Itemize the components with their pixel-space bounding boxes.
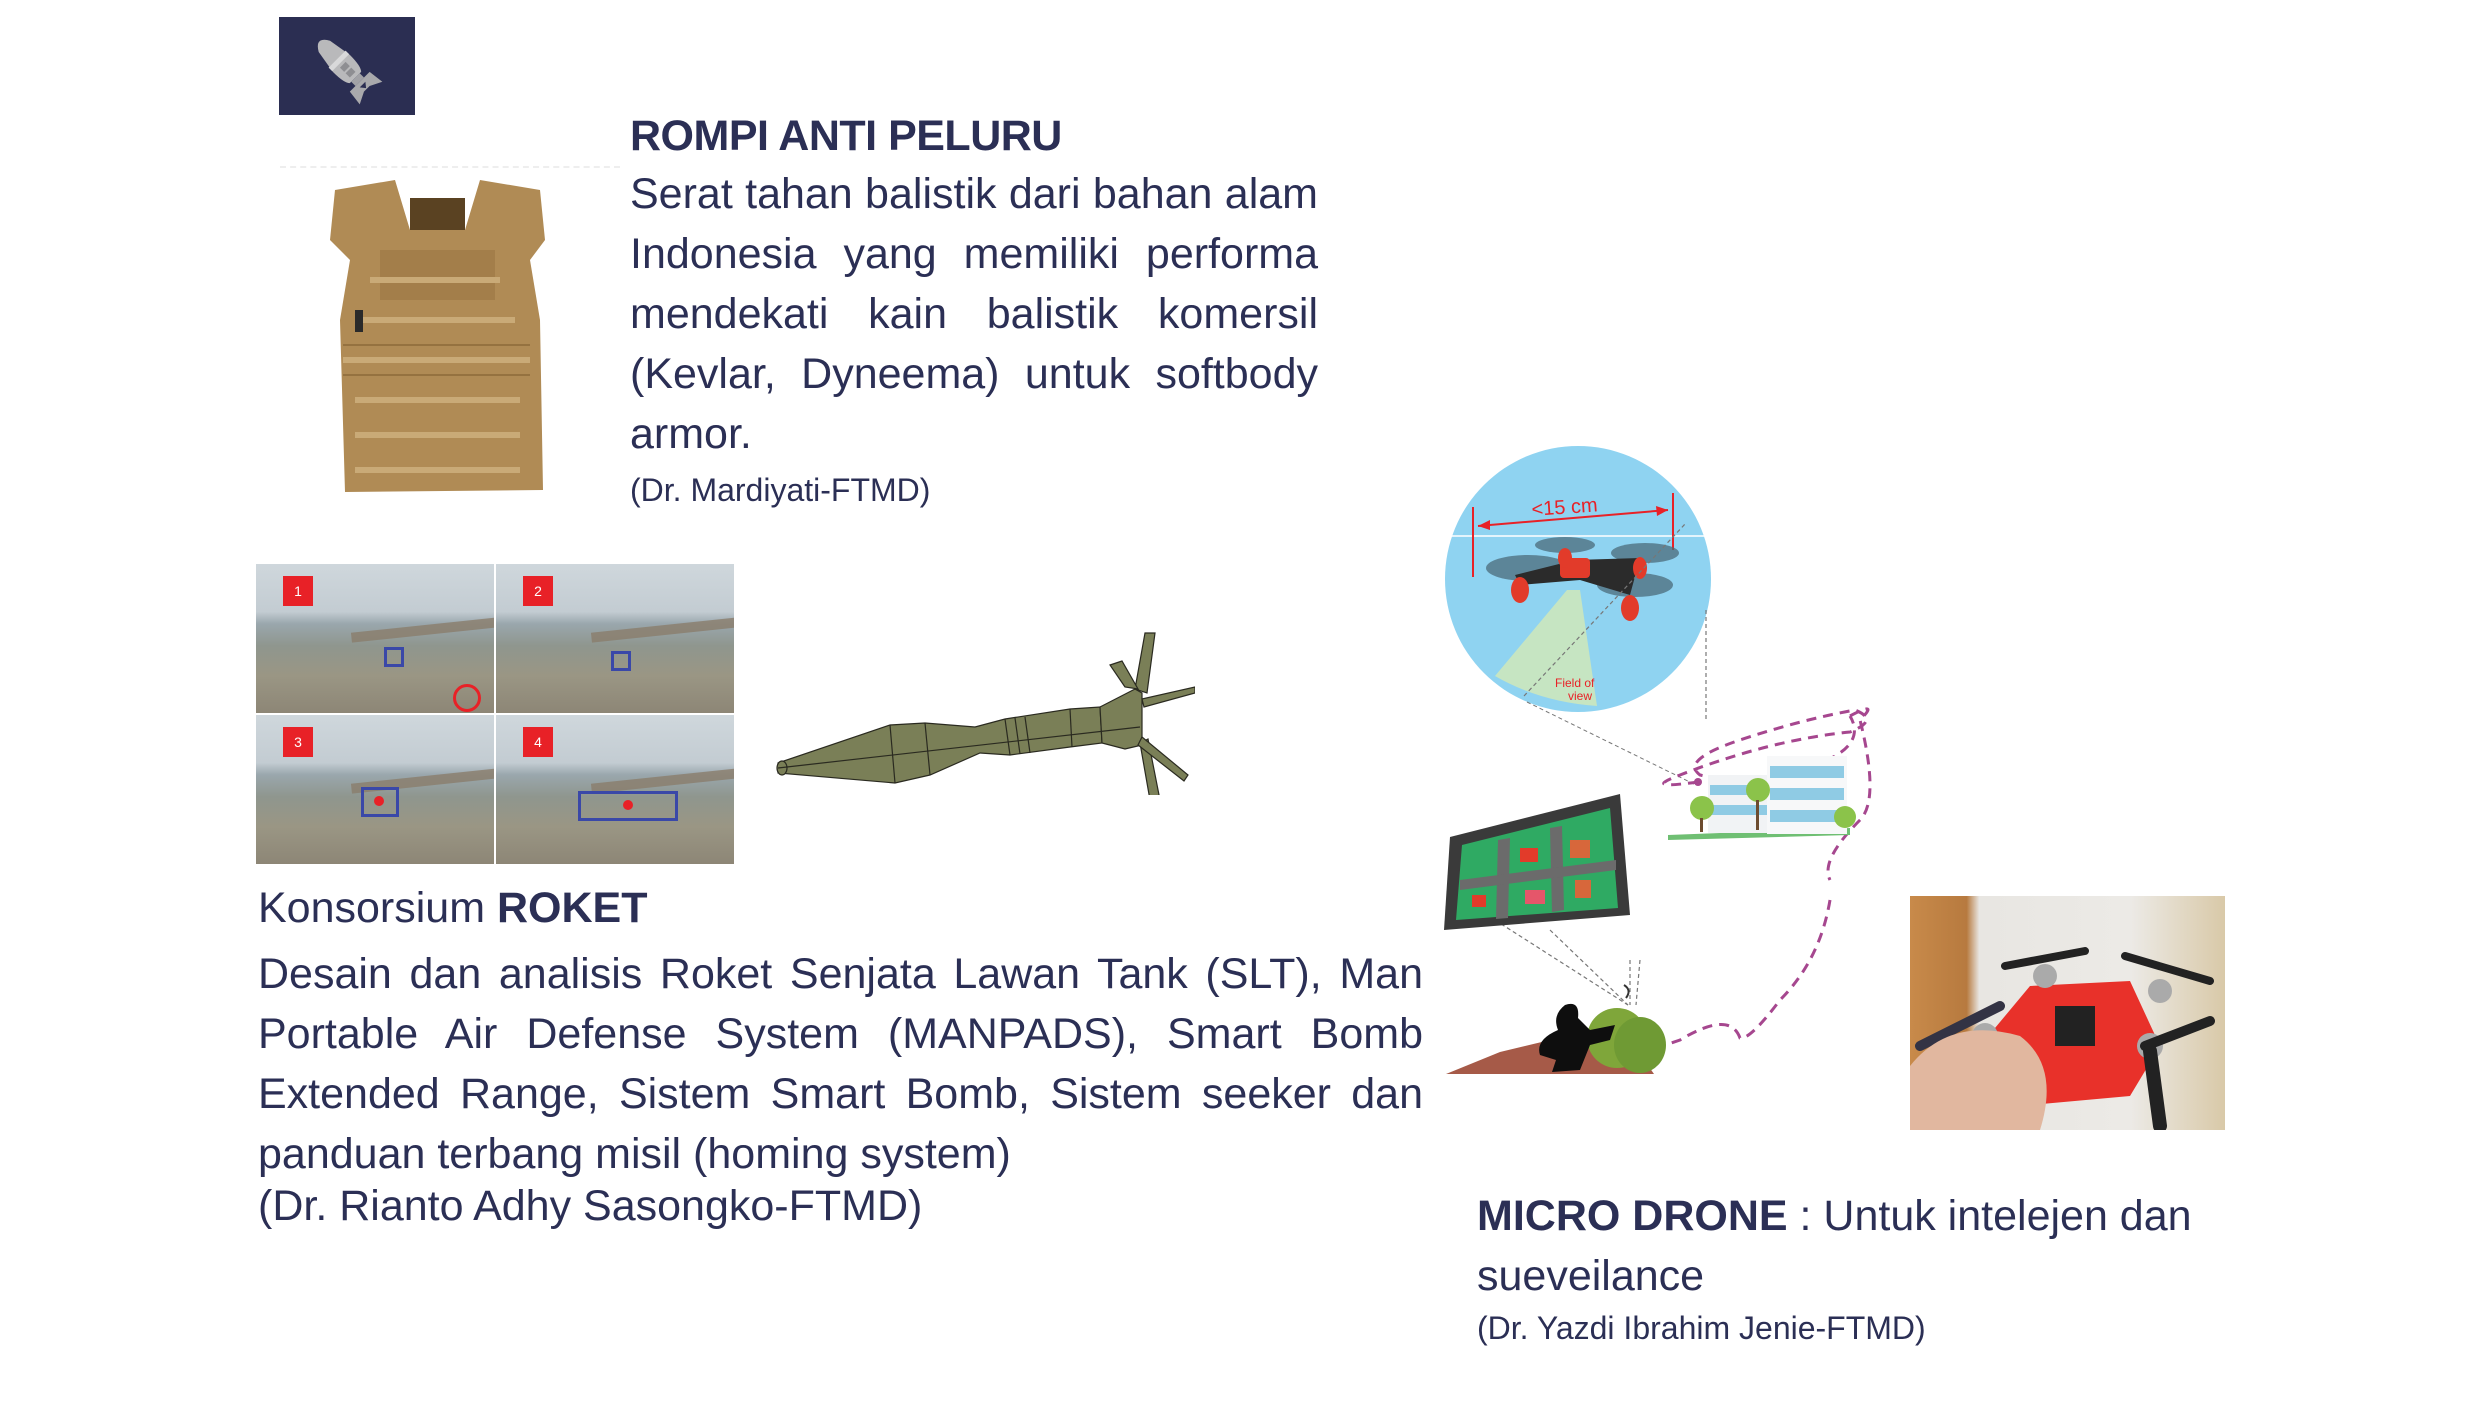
shoreline [351, 615, 494, 642]
rocket-image [770, 615, 1195, 795]
vest-citation: (Dr. Mardiyati-FTMD) [630, 472, 931, 508]
vest-title: ROMPI ANTI PELURU [630, 112, 1062, 160]
micro-drone-title: MICRO DRONE [1477, 1192, 1788, 1240]
tracking-frame-1 [256, 564, 494, 713]
svg-text:<15 cm: <15 cm [1530, 494, 1599, 521]
tracking-image-grid [256, 564, 734, 864]
micro-drone-heading [1477, 1192, 2192, 1241]
drone-surveillance-diagram [1440, 440, 1920, 1090]
micro-drone-citation: (Dr. Yazdi Ibrahim Jenie-FTMD) [1477, 1310, 1926, 1346]
svg-text:Field of: Field of [1555, 676, 1595, 690]
shoreline [591, 766, 734, 793]
missile-bomb-icon [279, 17, 415, 115]
tracking-frame-4 [496, 715, 734, 864]
roket-description: Desain dan analisis Roket Senjata Lawan Tank (SLT), Man Portable Air Defense System (MANPADS), Smart Bomb Extended Range, Sistem Smart Bomb, Sistem seeker dan panduan terbang misil (homing system) [258, 950, 1423, 1178]
roket-heading [258, 884, 647, 933]
frame-number-badge: 1 [283, 576, 313, 606]
tracking-frame-3 [256, 715, 494, 864]
frame-number-badge: 3 [283, 727, 313, 757]
frame-number-badge: 2 [523, 576, 553, 606]
target-dot [374, 796, 384, 806]
tracking-frame-2 [496, 564, 734, 713]
svg-text:view: view [1568, 689, 1593, 703]
micro-drone-desc-line1: Untuk intelejen dan [1823, 1192, 2192, 1240]
micro-drone-separator: : [1787, 1192, 1824, 1240]
roket-title: ROKET [496, 884, 648, 932]
target-dot [623, 800, 633, 810]
vest-image [315, 170, 560, 500]
vest-description: Serat tahan balistik dari bahan alam Indonesia yang memiliki performa mendekati kain balistik komersil (Kevlar, Dyneema) untuk softbody armor. [630, 170, 1318, 458]
frame-number-badge: 4 [523, 727, 553, 757]
shoreline [591, 615, 734, 642]
target-circle [453, 684, 481, 712]
tracking-box [384, 647, 404, 667]
roket-citation: (Dr. Rianto Adhy Sasongko-FTMD) [258, 1182, 923, 1230]
drone-photo [1910, 896, 2225, 1130]
tracking-box [611, 651, 631, 671]
divider [280, 166, 620, 168]
roket-prefix: Konsorsium [258, 884, 497, 932]
micro-drone-desc-line2: sueveilance [1477, 1252, 1705, 1300]
